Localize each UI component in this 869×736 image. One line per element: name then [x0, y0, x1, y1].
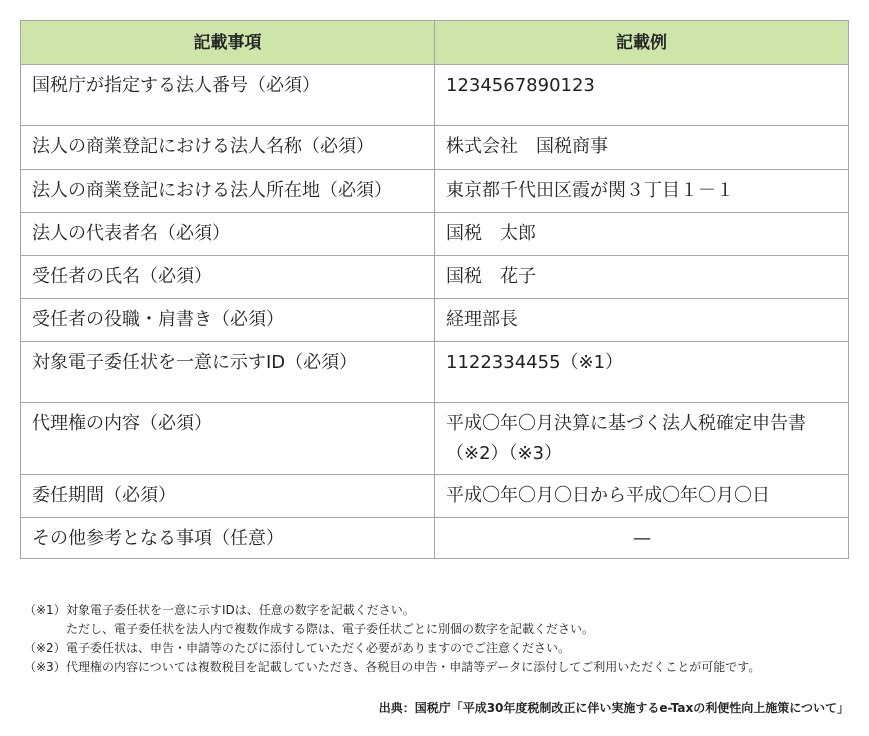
- entry-example-cell: 平成〇年〇月〇日から平成〇年〇月〇日: [435, 475, 849, 518]
- entry-example-cell: 東京都千代田区霞が関３丁目１－１: [435, 170, 849, 213]
- table-row: [21, 299, 849, 342]
- entry-item-cell: 国税庁が指定する法人番号（必須）: [21, 65, 435, 126]
- footnote-text: 代理権の内容については複数税目を記載していただき、各税目の申告・申請等データに添付してご利用いただくことが可能です。: [66, 660, 761, 674]
- table-row: [21, 518, 849, 559]
- entry-items-table: [20, 20, 849, 559]
- footnote-mark: （※2）: [24, 641, 66, 655]
- entry-item-cell: 代理権の内容（必須）: [21, 403, 435, 475]
- footnote-text: 対象電子委任状を一意に示すIDは、任意の数字を記載ください。: [66, 603, 415, 617]
- entry-example-cell: 経理部長: [435, 299, 849, 342]
- table-row: [21, 475, 849, 518]
- entry-example-cell: 1234567890123: [435, 65, 849, 126]
- entry-item-cell: その他参考となる事項（任意）: [21, 518, 435, 559]
- entry-item-cell: 委任期間（必須）: [21, 475, 435, 518]
- footnote-text: ただし、電子委任状を法人内で複数作成する際は、電子委任状ごとに別個の数字を記載ください。: [66, 622, 595, 636]
- header-entry-example: 記載例: [435, 21, 849, 65]
- entry-item-cell: 対象電子委任状を一意に示すID（必須）: [21, 342, 435, 403]
- entry-example-cell: 株式会社 国税商事: [435, 126, 849, 170]
- entry-example-cell: 平成〇年〇月決算に基づく法人税確定申告書（※2）（※3）: [435, 403, 849, 475]
- footnote: [24, 658, 854, 677]
- table-header-row: [21, 21, 849, 65]
- entry-item-cell: 法人の商業登記における法人所在地（必須）: [21, 170, 435, 213]
- footnote-mark: （※3）: [24, 660, 66, 674]
- footnote: [24, 620, 854, 639]
- header-entry-item: 記載事項: [21, 21, 435, 65]
- table-row: [21, 65, 849, 126]
- source-citation: 出典：国税庁「平成30年度税制改正に伴い実施するe-Taxの利便性向上施策について」: [378, 701, 849, 715]
- entry-example-cell: —: [435, 518, 849, 559]
- entry-item-cell: 受任者の役職・肩書き（必須）: [21, 299, 435, 342]
- entry-example-cell: 国税 花子: [435, 256, 849, 299]
- entry-example-cell: 1122334455（※1）: [435, 342, 849, 403]
- footnote-mark: [24, 620, 66, 639]
- footnote-mark: （※1）: [24, 603, 66, 617]
- table-row: [21, 126, 849, 170]
- entry-item-cell: 法人の代表者名（必須）: [21, 213, 435, 256]
- entry-example-cell: 国税 太郎: [435, 213, 849, 256]
- entry-item-cell: 法人の商業登記における法人名称（必須）: [21, 126, 435, 170]
- footnote-text: 電子委任状は、申告・申請等のたびに添付していただく必要がありますのでご注意ください。: [66, 641, 571, 655]
- footnote: [24, 639, 854, 658]
- table-row: [21, 256, 849, 299]
- entry-item-cell: 受任者の氏名（必須）: [21, 256, 435, 299]
- table-row: [21, 213, 849, 256]
- table-row: [21, 342, 849, 403]
- footnote: [24, 601, 854, 620]
- table-row: [21, 403, 849, 475]
- table-row: [21, 170, 849, 213]
- footnotes: [24, 601, 854, 677]
